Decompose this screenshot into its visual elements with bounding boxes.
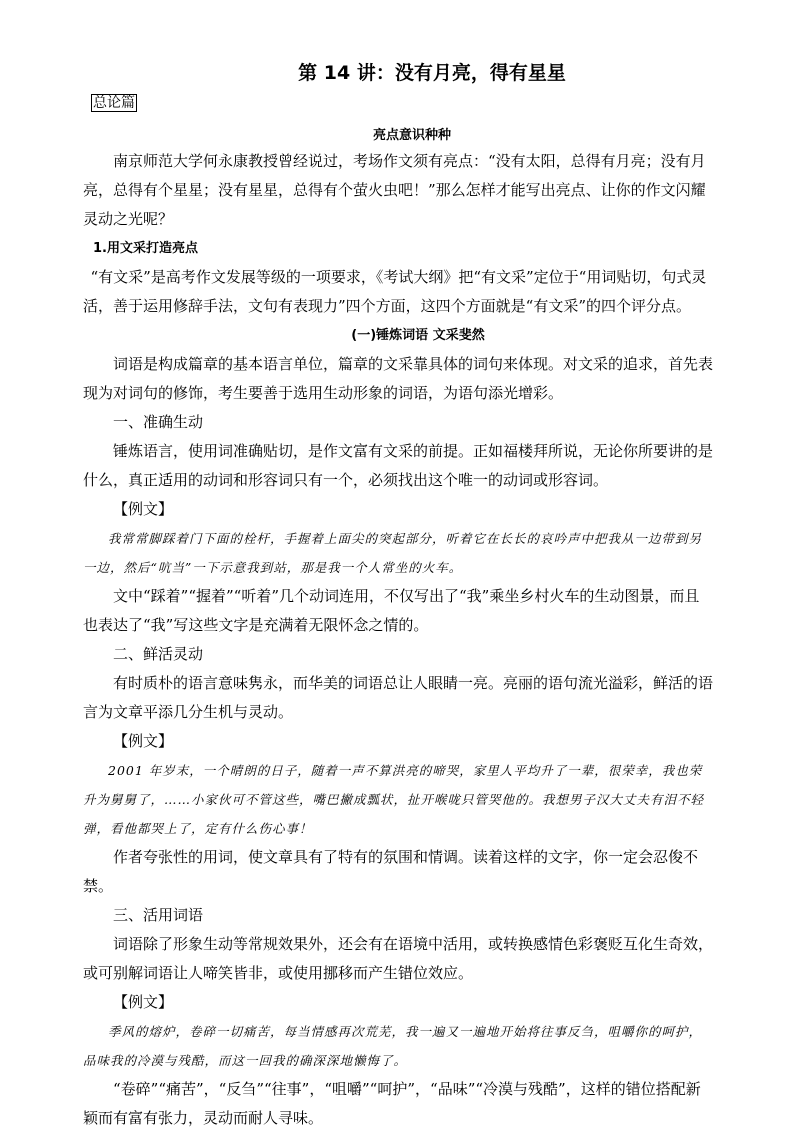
section-heading: (一)锤炼词语 文采斐然 xyxy=(351,328,485,343)
example-text-2: 2001 年岁末，一个晴朗的日子，随着一声不算洪亮的啼哭，家里人平均升了一辈，很荣幸，我也荣升为舅舅了，……小家伙可不管这些，嘴巴撇成瓢状，扯开喉咙只管哭他的。我想男子汉大丈夫有泪不轻弹，看他都哭上了，定有什么伤心事！ xyxy=(83,763,705,836)
document-body xyxy=(83,147,713,1133)
subsection-text-3: 词语除了形象生动等常规效果外，还会有在语境中活用，或转换感情色彩褒贬互化生奇效，或可别解词语让人啼笑皆非，或使用挪移而产生错位效应。 xyxy=(83,935,714,982)
paragraph-wencai: “有文采”是高考作文发展等级的一项要求，《考试大纲》把“有文采”定位于“用词贴切，句式灵活，善于运用修辞手法，文句有表现力”四个方面，这四个方面就是“有文采”的四个评分点。 xyxy=(83,268,707,315)
subtitle: 亮点意识种种 xyxy=(372,128,451,143)
subsection-title-2: 二、鲜活灵动 xyxy=(113,645,204,663)
subsection-text-1: 锤炼语言，使用词准确贴切，是作文富有文采的前提。正如福楼拜所说，无论你所要讲的是什么，真正适用的动词和形容词只有一个，必须找出这个唯一的动词或形容词。 xyxy=(83,442,714,489)
example-label-1: 【例文】 xyxy=(113,500,174,518)
subsection-title-3: 三、活用词语 xyxy=(113,906,204,924)
example-note-2: 作者夸张性的用词，使文章具有了特有的氛围和情调。读着这样的文字，你一定会忍俊不禁。 xyxy=(83,848,699,895)
example-label-3: 【例文】 xyxy=(113,993,174,1011)
example-note-3: “卷碎”“痛苦”，“反刍”“往事”，“咀嚼”“呵护”，“品味”“冷漠与残酷”，这样的错位搭配新颖而有富有张力，灵动而耐人寻味。 xyxy=(83,1080,701,1127)
section-tag: 总论篇 xyxy=(93,95,135,111)
subsection-text-2: 有时质朴的语言意味隽永，而华美的词语总让人眼睛一亮。亮丽的语句流光溢彩，鲜活的语言为文章平添几分生机与灵动。 xyxy=(83,674,714,721)
example-text-3: 季风的熔炉，卷碎一切痛苦，每当情感再次荒芜，我一遍又一遍地开始将往事反刍，咀嚼你的呵护，品味我的冷漠与残酷，而这一回我的确深深地懒悔了。 xyxy=(83,1024,703,1068)
intro-paragraph: 南京师范大学何永康教授曾经说过，考场作文须有亮点：“没有太阳，总得有月亮；没有月亮，总得有个星星；没有星星，总得有个萤火虫吧！”那么怎样才能写出亮点、让你的作文闪耀灵动之光呢？ xyxy=(83,152,706,228)
page-title: 第 14 讲：没有月亮，得有星星 xyxy=(298,62,566,84)
subsection-title-1: 一、准确生动 xyxy=(113,413,204,431)
heading-wencai: 1.用文采打造亮点 xyxy=(93,241,198,256)
example-label-2: 【例文】 xyxy=(113,732,174,750)
example-text-1: 我常常脚踩着门下面的栓杆，手握着上面尖的突起部分，听着它在长长的哀吟声中把我从一边带到另一边，然后“吭当”一下示意我到站，那是我一个人常坐的火车。 xyxy=(83,531,703,575)
paragraph-ciyu: 词语是构成篇章的基本语言单位，篇章的文采靠具体的词句来体现。对文采的追求，首先表现为对词句的修饰，考生要善于选用生动形象的词语，为语句添光增彩。 xyxy=(83,355,714,402)
example-note-1: 文中“踩着”“握着”“听着”几个动词连用，不仅写出了“我”乘坐乡村火车的生动图景，而且也表达了“我”写这些文字是充满着无限怀念之情的。 xyxy=(83,587,700,634)
